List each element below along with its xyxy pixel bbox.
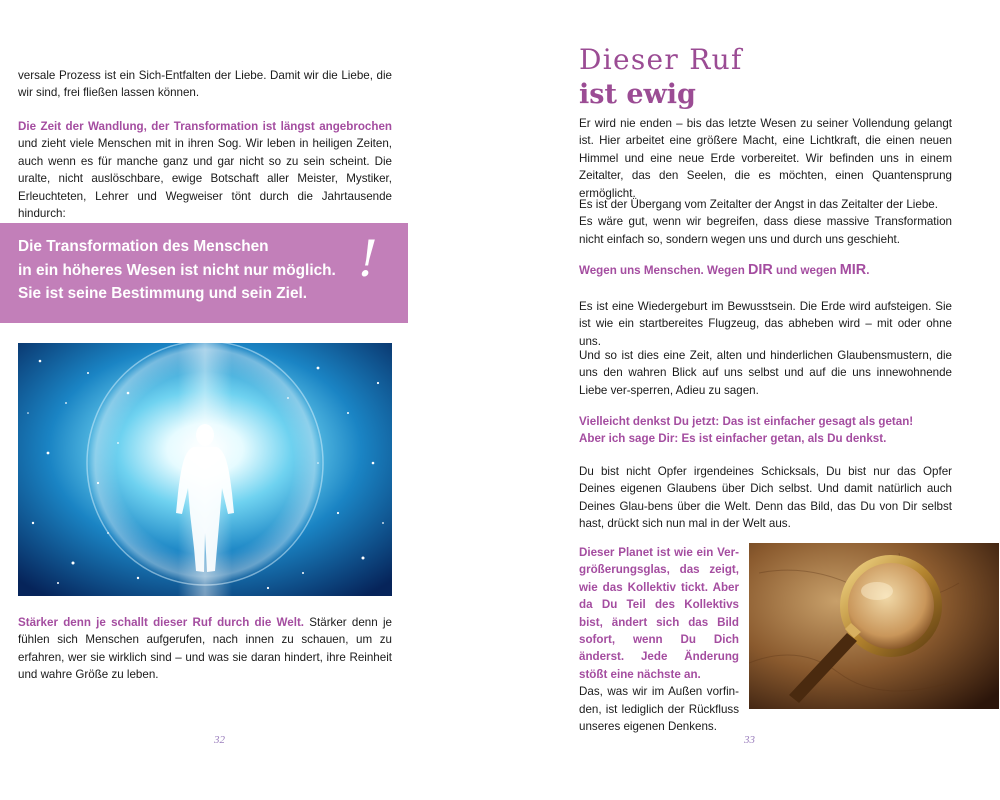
paragraph: Es ist eine Wiedergeburt im Bewusstsein. Die Erde wird aufsteigen. Sie ist wie ein startbereites Flugzeug, das abheben wird – mit oder ohne uns. [579,300,952,348]
paragraph: Du bist nicht Opfer irgendeines Schicksals, Du bist nur das Opfer Deines eigenen Glaubens über Dich selbst. Und damit natürlich auch Deines Glau-bens über die Welt. Denn das Bild, das Du von Dir selbst hast, drückt sich nun mal in der Welt aus. [579,465,952,531]
highlight-line: Wegen uns Menschen. Wegen DIR und wegen MIR. [579,262,870,278]
glowing-figure-image [18,343,392,596]
paragraph: Die Zeit der Wandlung, der Transformation ist längst angebrochen und zieht viele Menschen mit in ihren Sog. Wir leben in heiligen Zeiten, auch wenn es für manche ganz und gar nicht so zu sein scheint. Die uralte, nicht auslöschbare, ewige Botschaft aller Meister, Mystiker, Erleuchteten, Lehrer und Wegweiser tönt durch die Jahrtausende hindurch: [18,120,392,221]
exclamation-mark: ! [358,230,379,288]
page-number: 33 [744,734,755,746]
highlight-text: Dieser Planet ist wie ein Ver-größerungsglas, das zeigt, wie das Kollektiv tickt. Aber da Du Teil des Kollektivs bist, ändert sich das Bild sofort, wenn Du Dich änderst. Jede Änderung stößt eine nächste an. [579,546,739,681]
highlight-text: Stärker denn je schallt dieser Ruf durch die Welt. [18,616,305,629]
magnifying-glass-image [749,543,999,709]
paragraph: Und so ist dies eine Zeit, alten und hinderlichen Glaubensmustern, die uns den wahren Blick auf uns selbst und auf die uns innewohnende Liebe ver-sperren, Adieu zu sagen. [579,349,952,397]
paragraph: Dieser Planet ist wie ein Ver-größerungsglas, das zeigt, wie das Kollektiv tickt. Aber da Du Teil des Kollektivs bist, ändert sich das Bild sofort, wenn Du Dich änderst. Jede Änderung stößt eine nächste an. Das, was wir im Außen vorfin-den, ist lediglich der Rückfluss unseres eigenen Denkens. [579,546,739,734]
chapter-title: ist ewig [579,79,696,110]
page-number: 32 [214,734,225,746]
highlight-quote: Vielleicht denkst Du jetzt: Das ist einfacher gesagt als getan! Aber ich sage Dir: Es ist einfacher getan, als Du denkst. [579,415,914,446]
quote-callout-box [0,223,408,323]
paragraph: Stärker denn je schallt dieser Ruf durch die Welt. Stärker denn je fühlen sich Menschen aufgerufen, nach innen zu schauen, um zu erfahren, wer sie wirklich sind – und was sie daran hindert, ihre Reinheit und wahre Größe zu leben. [18,616,392,682]
paragraph: Es ist der Übergang vom Zeitalter der Angst in das Zeitalter der Liebe. Es wäre gut, wenn wir begreifen, dass diese massive Transformation nicht einfach so, sondern wegen uns und durch uns geschieht. [579,198,952,246]
highlight-text: Die Zeit der Wandlung, der Transformation ist längst angebrochen [18,120,392,133]
paragraph: Er wird nie enden – bis das letzte Wesen zu seiner Vollendung gelangt ist. Hier arbeitet eine größere Macht, eine Lichtkraft, die einen neuen Himmel und eine neue Erde vorbereitet. Wir befinden uns in einem Zeitalter, das den Seelen, die es möchten, einen Quantensprung ermöglicht. [579,117,952,200]
callout-text: Die Transformation des Menschen in ein höheres Wesen ist nicht nur möglich. Sie ist seine Bestimmung und sein Ziel. [18,238,336,302]
paragraph: versale Prozess ist ein Sich-Entfalten der Liebe. Damit wir die Liebe, die wir sind, frei fließen lassen können. [18,69,392,100]
chapter-title: Dieser Ruf [579,43,743,76]
